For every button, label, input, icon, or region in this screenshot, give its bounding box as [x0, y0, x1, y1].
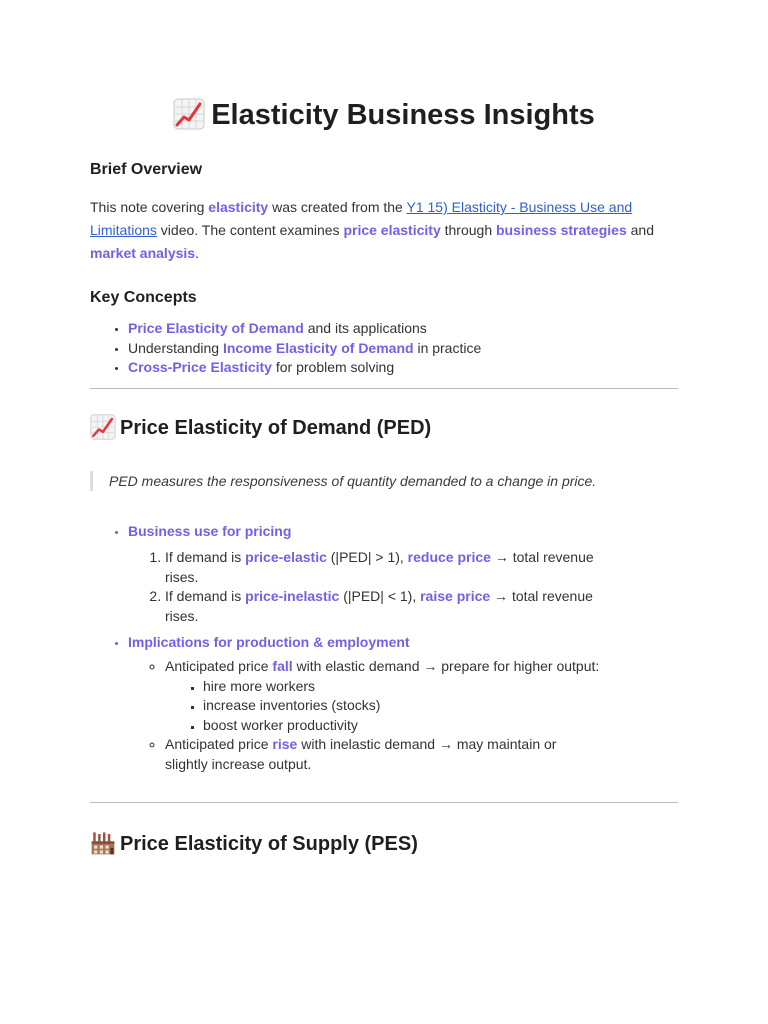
pes-heading	[90, 829, 678, 859]
ped-heading-text: Price Elasticity of Demand (PED)	[120, 417, 432, 439]
keyword-fall: fall	[272, 658, 293, 674]
keyword-business-strategies: business strategies	[496, 222, 627, 238]
pricing-steps	[90, 548, 603, 626]
list-item: ▪ boost worker productivity	[203, 716, 603, 736]
ped-list-2	[90, 633, 678, 653]
item-text: in practice	[413, 339, 482, 356]
step-text: → total revenue rises.	[165, 549, 594, 585]
overview-paragraph	[90, 196, 678, 265]
item-text: Anticipated price	[165, 658, 273, 674]
list-item	[165, 735, 603, 774]
keyword-market-analysis: market analysis	[90, 245, 196, 261]
ped-list	[90, 522, 678, 542]
keyword-ped: Price Elasticity of Demand	[128, 320, 304, 336]
overview-text: through	[440, 222, 496, 238]
keyword-price-elasticity: price elasticity	[343, 222, 441, 238]
keyword-price-inelastic: price-inelastic	[245, 588, 340, 604]
chart-increasing-icon	[90, 414, 116, 440]
step-text: If demand is	[165, 588, 246, 604]
item-text: with inelastic demand → may maintain or slightly increase output.	[165, 736, 557, 772]
pricing-label: Business use for pricing	[128, 523, 292, 539]
page-title	[90, 0, 678, 136]
key-concepts-list	[90, 319, 678, 378]
step-text: If demand is	[165, 549, 246, 565]
list-item	[128, 522, 678, 542]
production-actions-list	[165, 677, 603, 736]
ped-heading	[90, 413, 678, 443]
list-item	[165, 587, 603, 626]
list-item	[128, 633, 678, 653]
ped-definition-quote: PED measures the responsiveness of quantity demanded to a change in price.	[90, 471, 678, 491]
item-text: Anticipated price	[165, 736, 273, 752]
item-text: for problem solving	[271, 359, 395, 375]
production-label: Implications for production & employment	[128, 634, 410, 650]
step-text: (|PED| < 1),	[339, 588, 421, 604]
keyword-elasticity: elasticity	[208, 199, 269, 215]
keyword-price-elastic: price-elastic	[245, 549, 327, 565]
overview-text: was created from the	[268, 199, 407, 215]
overview-text: and	[626, 222, 654, 238]
list-item: ▪ increase inventories (stocks)	[203, 696, 603, 716]
keyword-rise: rise	[272, 736, 298, 752]
factory-icon	[90, 830, 116, 856]
key-concepts-heading: Key Concepts	[90, 289, 197, 306]
overview-text: .	[195, 245, 199, 261]
item-text: Understanding	[128, 339, 223, 356]
keyword-yed: Income Elasticity of Demand	[222, 339, 414, 356]
pes-heading-text: Price Elasticity of Supply (PES)	[120, 833, 418, 855]
production-list	[90, 657, 603, 774]
source-video-link[interactable]: Y1 15) Elasticity - Business Use and Limitations	[90, 199, 633, 238]
keyword-reduce-price: reduce price	[407, 549, 491, 565]
list-item	[128, 339, 678, 359]
keyword-raise-price: raise price	[420, 588, 491, 604]
list-item	[165, 657, 603, 735]
item-text: with elastic demand → prepare for higher output:	[292, 658, 600, 674]
keyword-xed: Cross-Price Elasticity	[128, 359, 272, 375]
list-item: ▪ hire more workers	[203, 677, 603, 697]
list-item	[128, 319, 678, 339]
step-text: (|PED| > 1),	[326, 549, 408, 565]
page-title-text: Elasticity Business Insights	[211, 99, 595, 131]
section-divider	[90, 388, 678, 389]
section-divider	[90, 802, 678, 803]
overview-text: video. The content examines	[156, 222, 344, 238]
overview-heading: Brief Overview	[90, 161, 203, 178]
item-text: and its applications	[303, 320, 427, 336]
list-item	[128, 358, 678, 378]
chart-increasing-icon	[173, 98, 205, 130]
list-item	[165, 548, 603, 587]
step-text: → total revenue rises.	[165, 588, 593, 624]
overview-text: This note covering	[90, 199, 209, 215]
